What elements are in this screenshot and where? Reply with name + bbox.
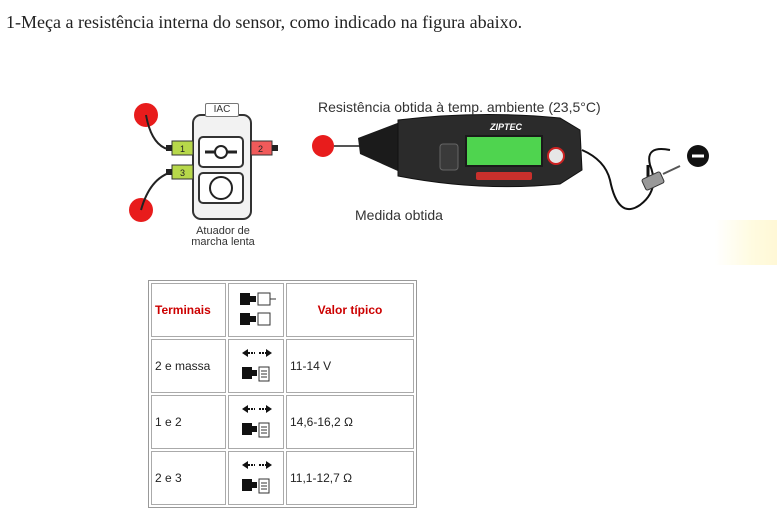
iac-label: IAC: [205, 103, 239, 117]
header-value: Valor típico: [286, 283, 414, 337]
pin-2-label: 2: [258, 144, 264, 154]
row-terminals: 1 e 2: [151, 395, 226, 449]
row-value: 11-14 V: [286, 339, 414, 393]
header-terminals: Terminais: [151, 283, 226, 337]
table-row: [151, 451, 414, 505]
table-header-row: [151, 283, 414, 337]
header-connector-icon-cell: [228, 283, 284, 337]
background-highlight: [715, 220, 777, 265]
meter-lcd: [466, 136, 542, 166]
measured-label: Medida obtida: [355, 207, 443, 223]
row-connector-icon-cell: [228, 395, 284, 449]
connector-arrows-icon: [234, 455, 278, 499]
row-terminals: 2 e massa: [151, 339, 226, 393]
measurement-figure: [0, 90, 777, 260]
table-row: [151, 339, 414, 393]
connector-arrows-icon: [234, 399, 278, 443]
pin-1-label: 1: [180, 144, 186, 154]
row-connector-icon-cell: [228, 339, 284, 393]
measurement-diagram: [0, 90, 777, 260]
meter-brand: ZIPTEC: [490, 122, 523, 132]
row-value: 11,1-12,7 Ω: [286, 451, 414, 505]
row-connector-icon-cell: [228, 451, 284, 505]
meter-probe-tip: [312, 135, 334, 157]
question-text: 1-Meça a resistência interna do sensor, como indicado na figura abaixo.: [6, 12, 523, 32]
pin-3-label: 3: [180, 168, 186, 178]
table-row: [151, 395, 414, 449]
row-terminals: 2 e 3: [151, 451, 226, 505]
connector-icon: [234, 287, 278, 331]
connector-arrows-icon: [234, 343, 278, 387]
actuator-label: Atuador de marcha lenta: [191, 225, 255, 248]
resistance-label: Resistência obtida à temp. ambiente (23,5°C): [318, 99, 601, 115]
row-value: 14,6-16,2 Ω: [286, 395, 414, 449]
motor-icon: [210, 177, 232, 199]
spec-table: [148, 280, 417, 508]
meter-logo-icon: [548, 148, 564, 164]
